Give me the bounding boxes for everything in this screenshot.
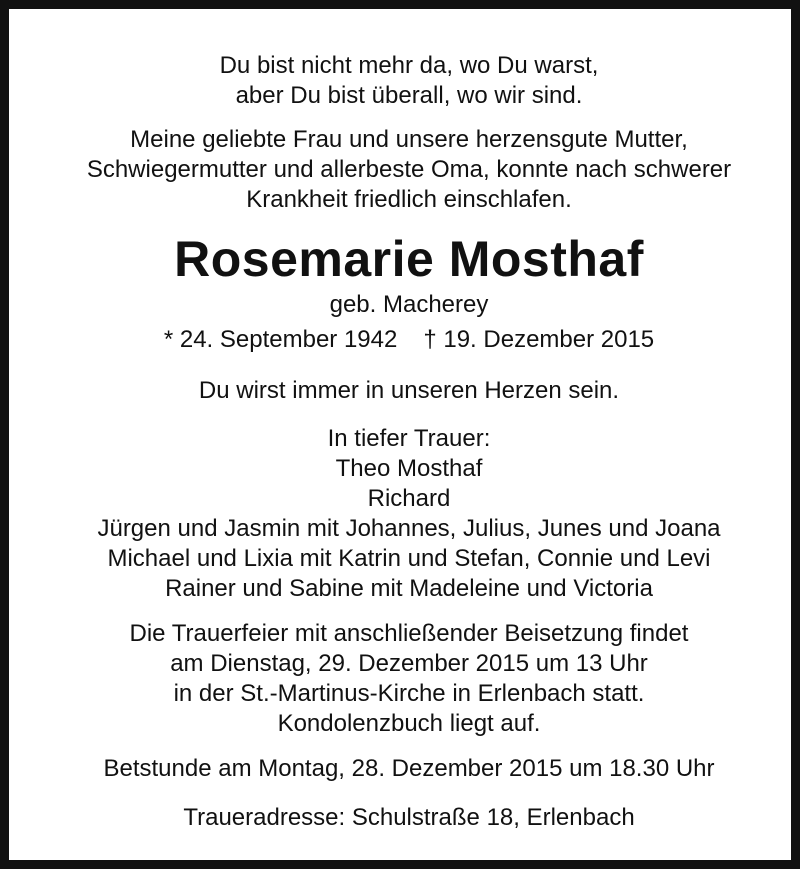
mourner-name: Jürgen und Jasmin mit Johannes, Julius, Junes und Joana [97,515,721,542]
prayer-hour-block [9,754,800,784]
remembrance-block [9,376,800,406]
death-date: † 19. Dezember 2015 [423,326,655,353]
prayer-hour-line: Betstunde am Montag, 28. Dezember 2015 um 18.30 Uhr [103,755,715,782]
mourners-heading: In tiefer Trauer: [327,425,491,452]
life-dates-block [9,325,800,355]
deceased-name-block [9,231,800,287]
quote-line-2: aber Du bist überall, wo wir sind. [235,82,583,109]
quote-block [9,51,800,111]
mourner-name: Michael und Lixia mit Katrin und Stefan, Connie und Levi [107,545,711,572]
mourning-address: Traueradresse: Schulstraße 18, Erlenbach [183,804,635,831]
remembrance-line: Du wirst immer in unseren Herzen sein. [198,377,620,404]
service-line-1: Die Trauerfeier mit anschließender Beisetzung findet [129,620,689,647]
mourner-name: Rainer und Sabine mit Madeleine und Victoria [165,575,653,602]
quote-line-1: Du bist nicht mehr da, wo Du warst, [219,52,599,79]
service-line-4: Kondolenzbuch liegt auf. [277,710,541,737]
mourners-block [9,424,800,604]
intro-line-1: Meine geliebte Frau und unsere herzensgute Mutter, [130,126,688,153]
life-dates [9,325,800,355]
intro-line-2: Schwiegermutter und allerbeste Oma, konnte nach schwerer [86,156,732,183]
intro-line-3: Krankheit friedlich einschlafen. [246,186,572,213]
maiden-name: geb. Macherey [329,291,489,318]
birth-date: * 24. September 1942 [163,326,398,353]
service-line-2: am Dienstag, 29. Dezember 2015 um 13 Uhr [170,650,648,677]
mourner-name: Richard [367,485,451,512]
deceased-name: Rosemarie Mosthaf [174,231,644,287]
service-line-3: in der St.-Martinus-Kirche in Erlenbach statt. [173,680,645,707]
mourner-name: Theo Mosthaf [335,455,483,482]
service-block [9,619,800,739]
maiden-name-block [9,290,800,320]
intro-block [9,125,800,215]
address-block [9,803,800,833]
